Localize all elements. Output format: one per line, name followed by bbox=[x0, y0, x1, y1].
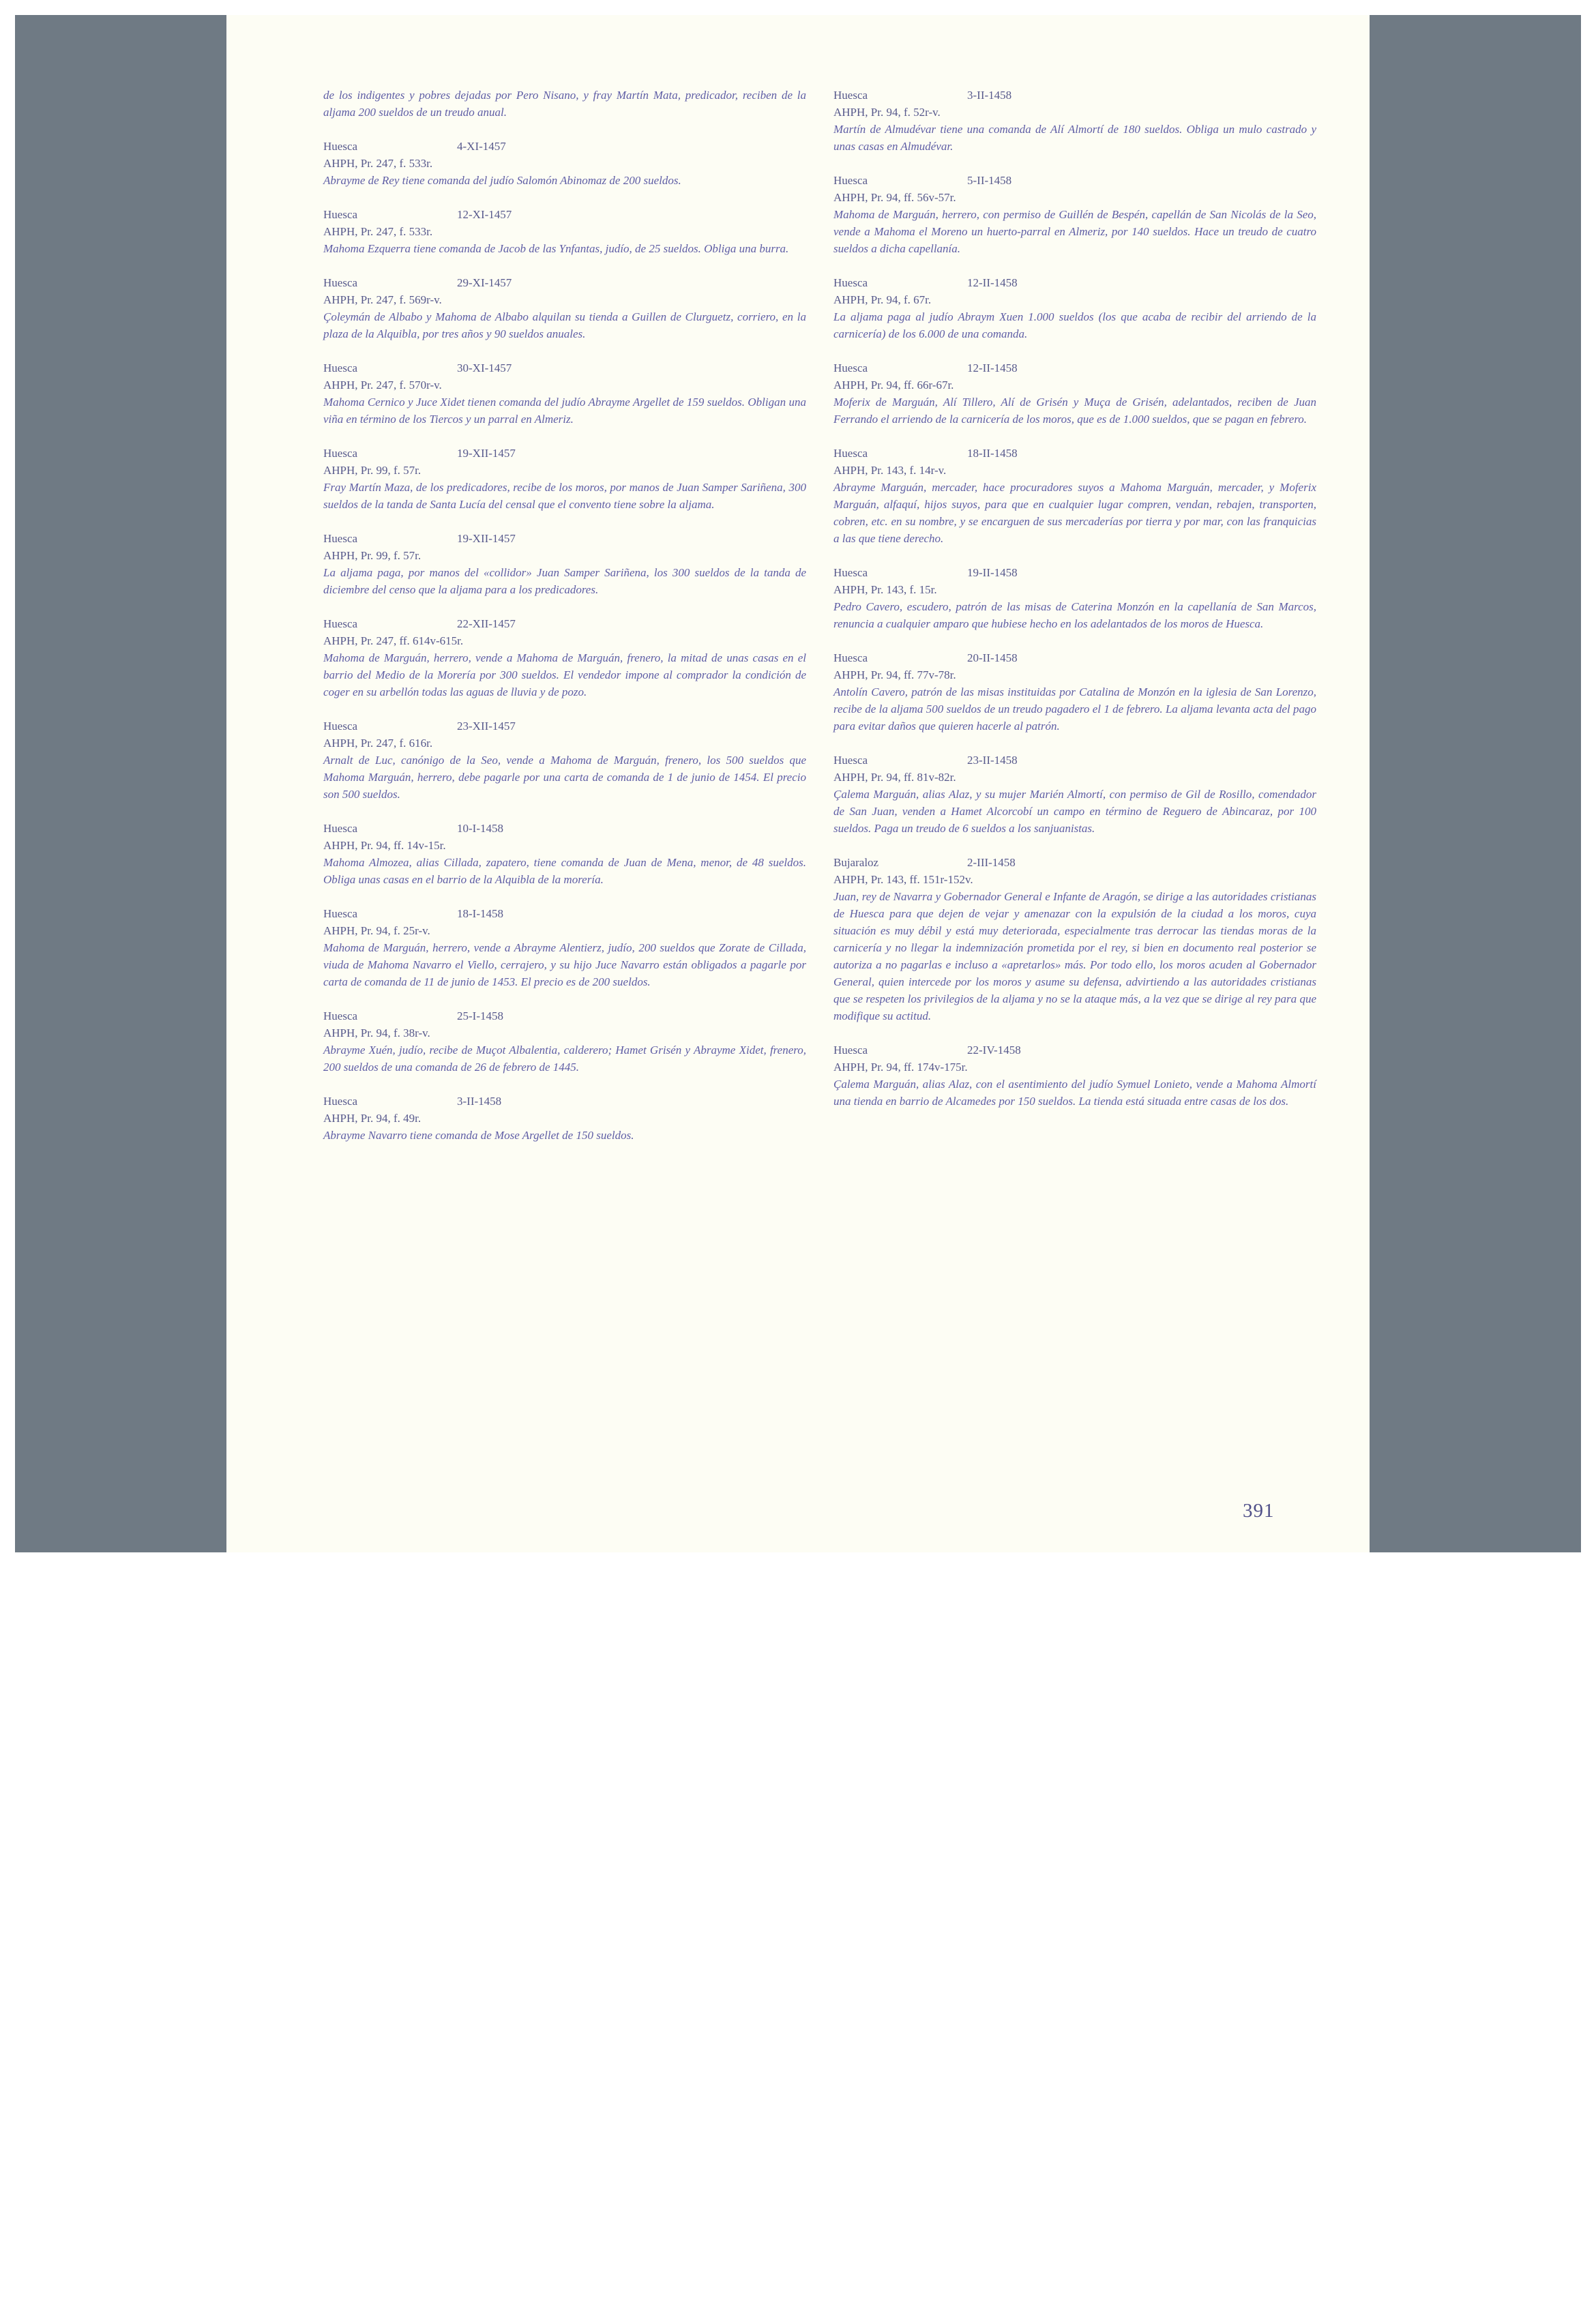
document-entry bbox=[833, 87, 1316, 155]
entry-archive-ref: AHPH, Pr. 94, ff. 56v-57r. bbox=[833, 191, 956, 204]
entry-date: 12-II-1458 bbox=[967, 276, 1018, 289]
entry-header bbox=[323, 274, 806, 291]
entry-summary: Abrayme de Rey tiene comanda del judío Salomón Abinomaz de 200 sueldos. bbox=[323, 174, 681, 187]
entry-place: Huesca bbox=[323, 532, 358, 545]
entry-header bbox=[323, 445, 806, 462]
entry-summary: Antolín Cavero, patrón de las misas instituidas por Catalina de Monzón en la iglesia de San Lorenzo, recibe de la aljama 500 sueldos de un treudo pagadero el 1 de febrero. La aljama levanta acta del pago para evitar daños que quieren hacerle al patrón. bbox=[833, 685, 1316, 733]
entry-summary: Abrayme Marguán, mercader, hace procuradores suyos a Mahoma Marguán, mercader, y Moferix Marguán, alfaquí, hijos suyos, para que en cualquier lugar compren, vendan, rebajen, transporten, cobren, etc. en su nombre, y se encarguen de sus mercaderías por tierra y por mar, con las franquicias a las que tiene derecho. bbox=[833, 481, 1316, 545]
entry-archive-ref: AHPH, Pr. 247, ff. 614v-615r. bbox=[323, 634, 464, 647]
entry-archive-ref: AHPH, Pr. 247, f. 616r. bbox=[323, 737, 433, 750]
entry-header bbox=[833, 359, 1316, 376]
document-entry bbox=[323, 718, 806, 803]
entry-header bbox=[833, 564, 1316, 581]
entry-summary: Juan, rey de Navarra y Gobernador General e Infante de Aragón, se dirige a las autoridades cristianas de Huesca para que dejen de vejar y amenazar con la expulsión de la ciudad a los moros, cuya situación es muy débil y está muy deteriorada, especialmente tras derrocar las tiendas moras de la carnicería y no llegar la indemnización prometida por el rey, si bien en documento real posterior se autoriza a no pagarlas e incluso a «apretarlos» más. Por todo ello, los moros acuden al Gobernador General, quien intercede por los moros y asume su defensa, advirtiendo a las autoridades cristianas que se respeten los privilegios de la aljama y no se la ataque más, a la vez que se dirige al rey para que modifique su actitud. bbox=[833, 890, 1316, 1022]
entry-archive-ref: AHPH, Pr. 94, f. 49r. bbox=[323, 1112, 422, 1125]
entry-archive-ref: AHPH, Pr. 99, f. 57r. bbox=[323, 464, 422, 477]
entry-date: 25-I-1458 bbox=[457, 1009, 503, 1022]
entry-place: Huesca bbox=[833, 174, 868, 187]
document-entry bbox=[323, 1007, 806, 1076]
entry-archive-ref: AHPH, Pr. 247, f. 569r-v. bbox=[323, 293, 442, 306]
entry-header bbox=[833, 87, 1316, 104]
entry-header bbox=[323, 615, 806, 632]
entry-summary: Fray Martín Maza, de los predicadores, recibe de los moros, por manos de Juan Samper Sariñena, 300 sueldos de la tanda de Santa Lucía del censal que el convento tiene sobre la aljama. bbox=[323, 481, 806, 511]
entry-place: Huesca bbox=[323, 822, 358, 835]
book-page bbox=[226, 15, 1370, 1552]
entry-place: Huesca bbox=[833, 447, 868, 460]
right-column bbox=[833, 87, 1316, 1127]
document-entry bbox=[323, 87, 806, 121]
entry-header bbox=[833, 649, 1316, 666]
entry-place: Bujaraloz bbox=[833, 856, 879, 869]
entry-summary: Çoleymán de Albabo y Mahoma de Albabo alquilan su tienda a Guillen de Clurguetz, corriero, en la plaza de la Alquibla, por tres años y 90 sueldos anuales. bbox=[323, 310, 806, 340]
entry-archive-ref: AHPH, Pr. 94, ff. 14v-15r. bbox=[323, 839, 446, 852]
entry-summary: Abrayme Navarro tiene comanda de Mose Argellet de 150 sueldos. bbox=[323, 1129, 634, 1142]
entry-place: Huesca bbox=[833, 566, 868, 579]
entry-summary: Mahoma Ezquerra tiene comanda de Jacob de las Ynfantas, judío, de 25 sueldos. Obliga una burra. bbox=[323, 242, 789, 255]
document-entry bbox=[323, 274, 806, 342]
scan-background bbox=[15, 15, 1581, 1552]
entry-header bbox=[323, 820, 806, 837]
entry-archive-ref: AHPH, Pr. 143, f. 14r-v. bbox=[833, 464, 947, 477]
entry-header bbox=[323, 530, 806, 547]
entry-summary: Pedro Cavero, escudero, patrón de las misas de Caterina Monzón en la capellanía de San Marcos, renuncia a cualquier amparo que hubiese hecho en los adelantados de los moros de Huesca. bbox=[833, 600, 1316, 630]
entry-header bbox=[833, 274, 1316, 291]
document-entry bbox=[323, 530, 806, 598]
entry-place: Huesca bbox=[323, 361, 358, 374]
entry-summary: Çalema Marguán, alias Alaz, y su mujer Marién Almortí, con permiso de Gil de Rosillo, comendador de San Juan, venden a Hamet Alcorcobí un campo en término de Reguero de Abincaraz, por 100 sueldos. Paga un treudo de 6 sueldos a los sanjuanistas. bbox=[833, 788, 1316, 835]
entry-place: Huesca bbox=[323, 907, 358, 920]
document-entry bbox=[323, 615, 806, 700]
entry-date: 3-II-1458 bbox=[457, 1095, 502, 1108]
document-entry bbox=[323, 820, 806, 888]
entry-place: Huesca bbox=[833, 1044, 868, 1057]
entry-header bbox=[323, 359, 806, 376]
entry-header bbox=[323, 718, 806, 735]
entry-date: 22-IV-1458 bbox=[967, 1044, 1021, 1057]
entry-header bbox=[833, 172, 1316, 189]
entry-header bbox=[833, 752, 1316, 769]
entry-date: 12-II-1458 bbox=[967, 361, 1018, 374]
entry-summary: Arnalt de Luc, canónigo de la Seo, vende a Mahoma de Marguán, frenero, los 500 sueldos que Mahoma Marguán, herrero, debe pagarle por una carta de comanda de 1 de junio de 1454. El precio son 500 sueldos. bbox=[323, 754, 806, 801]
entry-archive-ref: AHPH, Pr. 247, f. 570r-v. bbox=[323, 379, 442, 392]
entry-summary: Martín de Almudévar tiene una comanda de Alí Almortí de 180 sueldos. Obliga un mulo castrado y unas casas en Almudévar. bbox=[833, 123, 1316, 153]
entry-place: Huesca bbox=[323, 1009, 358, 1022]
entry-archive-ref: AHPH, Pr. 94, ff. 81v-82r. bbox=[833, 771, 956, 784]
entry-date: 3-II-1458 bbox=[967, 89, 1012, 102]
document-entry bbox=[323, 905, 806, 990]
entry-archive-ref: AHPH, Pr. 94, f. 67r. bbox=[833, 293, 932, 306]
document-entry bbox=[833, 445, 1316, 547]
entry-archive-ref: AHPH, Pr. 94, f. 25r-v. bbox=[323, 924, 430, 937]
entry-summary: de los indigentes y pobres dejadas por Pero Nisano, y fray Martín Mata, predicador, reciben de la aljama 200 sueldos de un treudo anual. bbox=[323, 89, 806, 119]
entry-header bbox=[323, 138, 806, 155]
entry-place: Huesca bbox=[833, 89, 868, 102]
entry-header bbox=[833, 445, 1316, 462]
document-entry bbox=[323, 1093, 806, 1144]
entry-archive-ref: AHPH, Pr. 94, f. 52r-v. bbox=[833, 106, 941, 119]
entry-place: Huesca bbox=[323, 720, 358, 733]
entry-date: 19-XII-1457 bbox=[457, 447, 516, 460]
entry-date: 19-II-1458 bbox=[967, 566, 1018, 579]
document-entry bbox=[833, 274, 1316, 342]
entry-place: Huesca bbox=[833, 276, 868, 289]
entry-header bbox=[323, 206, 806, 223]
document-entry bbox=[833, 359, 1316, 428]
entry-archive-ref: AHPH, Pr. 99, f. 57r. bbox=[323, 549, 422, 562]
document-entry bbox=[833, 752, 1316, 837]
entry-place: Huesca bbox=[833, 651, 868, 664]
entry-date: 29-XI-1457 bbox=[457, 276, 512, 289]
entry-date: 2-III-1458 bbox=[967, 856, 1016, 869]
entry-place: Huesca bbox=[323, 1095, 358, 1108]
entry-header bbox=[323, 905, 806, 922]
document-entry bbox=[323, 445, 806, 513]
entry-summary: Mahoma de Marguán, herrero, vende a Abrayme Alentierz, judío, 200 sueldos que Zorate de Cillada, viuda de Mahoma Navarro el Viello, cerrajero, y su hijo Juce Navarro están obligados a pagarle por carta de comanda de 11 de junio de 1453. El precio es de 200 sueldos. bbox=[323, 941, 806, 988]
entry-header bbox=[323, 1093, 806, 1110]
entry-date: 30-XI-1457 bbox=[457, 361, 512, 374]
entry-header bbox=[323, 1007, 806, 1024]
entry-place: Huesca bbox=[323, 276, 358, 289]
entry-summary: La aljama paga al judío Abraym Xuen 1.000 sueldos (los que acaba de recibir del arriendo de la carnicería) de los 6.000 de una comanda. bbox=[833, 310, 1316, 340]
entry-date: 23-II-1458 bbox=[967, 754, 1018, 767]
entry-date: 5-II-1458 bbox=[967, 174, 1012, 187]
document-entry bbox=[833, 854, 1316, 1024]
entry-header bbox=[833, 1042, 1316, 1059]
entry-date: 12-XI-1457 bbox=[457, 208, 512, 221]
entry-summary: Mahoma de Marguán, herrero, con permiso de Guillén de Bespén, capellán de San Nicolás de la Seo, vende a Mahoma el Moreno un huerto-parral en Almeriz, por 140 sueldos. Hace un treudo de cuatro sueldos a dicha capellanía. bbox=[833, 208, 1316, 255]
entry-date: 18-I-1458 bbox=[457, 907, 503, 920]
entry-date: 19-XII-1457 bbox=[457, 532, 516, 545]
document-entry bbox=[323, 359, 806, 428]
document-entry bbox=[833, 649, 1316, 735]
entry-header bbox=[833, 854, 1316, 871]
document-entry bbox=[833, 172, 1316, 257]
document-entry bbox=[833, 564, 1316, 632]
entry-date: 18-II-1458 bbox=[967, 447, 1018, 460]
document-entry bbox=[323, 206, 806, 257]
entry-archive-ref: AHPH, Pr. 247, f. 533r. bbox=[323, 225, 433, 238]
entry-archive-ref: AHPH, Pr. 143, f. 15r. bbox=[833, 583, 937, 596]
entry-archive-ref: AHPH, Pr. 247, f. 533r. bbox=[323, 157, 433, 170]
entry-date: 10-I-1458 bbox=[457, 822, 503, 835]
entry-summary: La aljama paga, por manos del «collidor» Juan Samper Sariñena, los 300 sueldos de la tanda de diciembre del censo que la aljama para a los predicadores. bbox=[323, 566, 806, 596]
entry-date: 22-XII-1457 bbox=[457, 617, 516, 630]
entry-archive-ref: AHPH, Pr. 94, f. 38r-v. bbox=[323, 1026, 430, 1039]
entry-place: Huesca bbox=[323, 447, 358, 460]
entry-summary: Mahoma Cernico y Juce Xidet tienen comanda del judío Abrayme Argellet de 159 sueldos. Obligan una viña en término de los Tiercos y un parral en Almeriz. bbox=[323, 396, 806, 426]
entry-summary: Mahoma Almozea, alias Cillada, zapatero, tiene comanda de Juan de Mena, menor, de 48 sueldos. Obliga unas casas en el barrio de la Alquibla de la morería. bbox=[323, 856, 806, 886]
entry-archive-ref: AHPH, Pr. 94, ff. 174v-175r. bbox=[833, 1061, 968, 1074]
entry-summary: Moferix de Marguán, Alí Tillero, Alí de Grisén y Muça de Grisén, adelantados, reciben de Juan Ferrando el arriendo de la carnicería de los moros, que es de 1.000 sueldos, que se pagan en febrero. bbox=[833, 396, 1316, 426]
entry-archive-ref: AHPH, Pr. 143, ff. 151r-152v. bbox=[833, 873, 973, 886]
entry-place: Huesca bbox=[323, 617, 358, 630]
entry-date: 4-XI-1457 bbox=[457, 140, 506, 153]
entry-archive-ref: AHPH, Pr. 94, ff. 66r-67r. bbox=[833, 379, 954, 392]
entry-place: Huesca bbox=[323, 140, 358, 153]
entry-archive-ref: AHPH, Pr. 94, ff. 77v-78r. bbox=[833, 668, 956, 681]
entry-summary: Abrayme Xuén, judío, recibe de Muçot Albalentia, calderero; Hamet Grisén y Abrayme Xidet, frenero, 200 sueldos de una comanda de 26 de febrero de 1445. bbox=[323, 1044, 806, 1074]
document-entry bbox=[323, 138, 806, 189]
entry-place: Huesca bbox=[833, 754, 868, 767]
entry-date: 23-XII-1457 bbox=[457, 720, 516, 733]
entry-place: Huesca bbox=[833, 361, 868, 374]
entry-date: 20-II-1458 bbox=[967, 651, 1018, 664]
entry-summary: Mahoma de Marguán, herrero, vende a Mahoma de Marguán, frenero, la mitad de unas casas en el barrio del Medio de la Morería por 300 sueldos. El vendedor impone al comprador la condición de coger en su arbellón todas las aguas de lluvia y de pozo. bbox=[323, 651, 806, 698]
entry-place: Huesca bbox=[323, 208, 358, 221]
entry-summary: Çalema Marguán, alias Alaz, con el asentimiento del judío Symuel Lonieto, vende a Mahoma Almortí una tienda en barrio de Alcamedes por 150 sueldos. La tienda está situada entre casas de los dos. bbox=[833, 1078, 1316, 1108]
document-entry bbox=[833, 1042, 1316, 1110]
left-column bbox=[323, 87, 806, 1161]
page-number: 391 bbox=[1243, 1500, 1275, 1522]
